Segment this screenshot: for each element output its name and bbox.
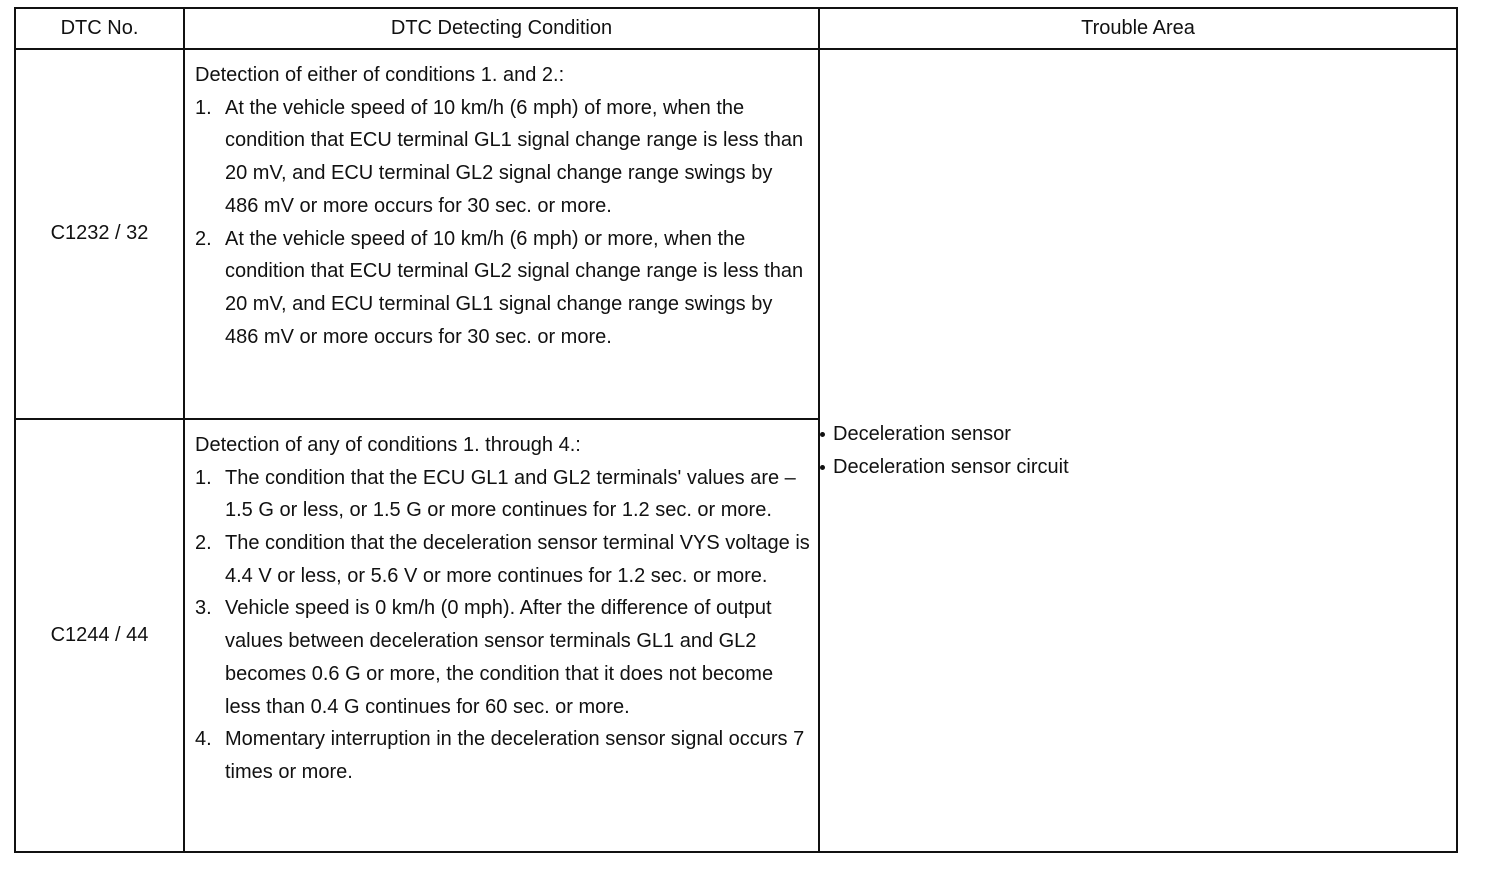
condition-list: [195, 462, 810, 789]
condition-text: The condition that the ECU GL1 and GL2 terminals' values are –1.5 G or less, or 1.5 G or more continues for 1.2 sec. or more.: [225, 466, 796, 522]
condition-number: 4.: [195, 728, 212, 751]
trouble-area-item: [820, 451, 1456, 484]
condition-item: [195, 92, 810, 223]
condition-text: At the vehicle speed of 10 km/h (6 mph) of more, when the condition that ECU terminal GL1 signal change range is less than 20 mV, and ECU terminal GL2 signal change range swings by 486 mV or more occurs for 30 sec. or more.: [225, 96, 804, 217]
dtc-code: C1232 / 32: [15, 49, 184, 419]
condition-text: The condition that the deceleration sensor terminal VYS voltage is 4.4 V or less, or 5.6 V or more continues for 1.2 sec. or more.: [225, 532, 810, 587]
condition-item: [195, 592, 810, 723]
condition-cell: [184, 49, 819, 419]
condition-text: Vehicle speed is 0 km/h (0 mph). After the difference of output values between deceleration sensor terminals GL1 and GL2 becomes 0.6 G or more, the condition that it does not become less than 0.4 G continues for 60 sec. or more.: [225, 597, 774, 718]
condition-intro: Detection of either of conditions 1. and 2.:: [195, 64, 565, 86]
header-dtc-no: DTC No.: [15, 8, 184, 49]
trouble-area-cell: [819, 49, 1457, 852]
header-trouble-area: Trouble Area: [819, 8, 1457, 49]
trouble-area-text: Deceleration sensor: [833, 422, 1011, 445]
condition-intro: Detection of any of conditions 1. through 4.:: [195, 433, 581, 456]
condition-cell: [184, 419, 819, 852]
trouble-area-list: [820, 418, 1456, 484]
header-row: [15, 8, 1457, 49]
condition-number: 2.: [195, 227, 212, 250]
dtc-table: [14, 7, 1458, 853]
condition-item: [195, 223, 810, 354]
condition-number: 3.: [195, 597, 212, 620]
header-condition: DTC Detecting Condition: [184, 8, 819, 49]
condition-number: 1.: [195, 96, 212, 119]
condition-text: Momentary interruption in the deceleration sensor signal occurs 7 times or more.: [225, 728, 805, 783]
dtc-code: C1244 / 44: [15, 419, 184, 852]
condition-text: At the vehicle speed of 10 km/h (6 mph) or more, when the condition that ECU terminal GL2 signal change range is less than 20 mV, and ECU terminal GL1 signal change range swings by 486 mV or more occurs for 30 sec. or more.: [225, 227, 804, 348]
trouble-area-text: Deceleration sensor circuit: [833, 455, 1069, 478]
trouble-area-item: [820, 418, 1456, 451]
table-row: [15, 49, 1457, 419]
condition-item: [195, 527, 810, 592]
condition-list: [195, 92, 810, 354]
condition-item: [195, 462, 810, 527]
bullet-icon: [820, 432, 825, 437]
condition-number: 1.: [195, 466, 212, 489]
condition-item: [195, 723, 810, 788]
bullet-icon: [820, 465, 825, 470]
condition-number: 2.: [195, 532, 212, 555]
